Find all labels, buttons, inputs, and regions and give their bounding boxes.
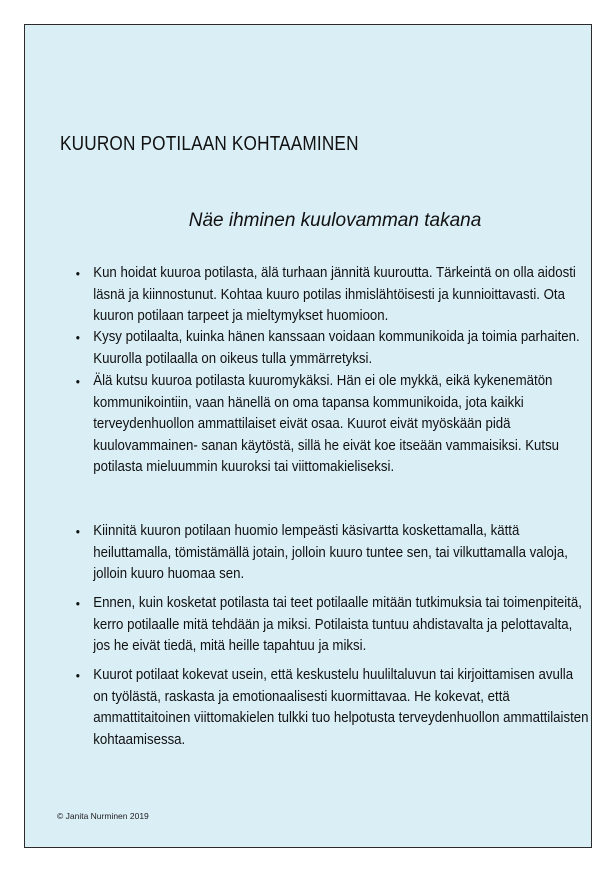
bullet-icon: • xyxy=(75,668,80,683)
bullet-icon: • xyxy=(75,596,80,611)
list-item-text: Kysy potilaalta, kuinka hänen kanssaan voidaan kommunikoida ja toimia parhaiten. Kuurolla potilaalla on oikeus tulla ymmärretyksi. xyxy=(93,329,580,367)
list-item-text: Kuurot potilaat kokevat usein, että keskustelu huuliltaluvun tai kirjoittamisen avulla on työlästä, raskasta ja emotionaalisesti kuormittavaa. He kokevat, että ammattitaitoinen viittomakielen tulkki tuo helpotusta terveydenhuollon ammattilaisten kohtaamisessa. xyxy=(93,667,589,748)
document-page xyxy=(24,24,592,848)
list-item-text: Kiinnitä kuuron potilaan huomio lempeästi käsivartta koskettamalla, kättä heiluttamalla, tömistämällä jotain, jolloin kuuro tuntee sen, tai vilkuttamalla valoja, jolloin kuuro huomaa sen. xyxy=(93,523,568,582)
list-item xyxy=(73,593,590,665)
list-item xyxy=(73,327,590,371)
bullet-icon: • xyxy=(75,266,80,281)
list-item xyxy=(73,521,590,593)
list-item-text: Älä kutsu kuuroa potilasta kuuromykäksi. Hän ei ole mykkä, eikä kykenemätön kommunikointiin, vaan hänellä on oma tapansa kommunikoida, jota kaikki terveydenhuollon ammattilaiset eivät osaa. Kuurot eivät myöskään pidä kuulovammainen- sanan käytöstä, sillä he eivät koe itseään vammaisiksi. Kutsu potilasta mieluummin kuuroksi tai viittomakieliseksi. xyxy=(93,373,560,475)
list-item-text: Kun hoidat kuuroa potilasta, älä turhaan jännitä kuuroutta. Tärkeintä on olla aidosti läsnä ja kiinnostunut. Kohtaa kuuro potilas ihmislähtöisesti ja kunnioittavasti. Ota kuuron potilaan tarpeet ja mieltymykset huomioon. xyxy=(93,265,576,324)
guideline-list xyxy=(73,263,589,751)
page-subtitle: Näe ihminen kuulovamman takana xyxy=(188,210,482,231)
copyright-notice: © Janita Nurminen 2019 xyxy=(57,811,149,821)
bullet-icon: • xyxy=(75,374,80,389)
page-title: KUURON POTILAAN KOHTAAMINEN xyxy=(60,133,359,155)
list-item xyxy=(73,665,590,751)
list-item xyxy=(73,371,590,521)
list-item-text: Ennen, kuin kosketat potilasta tai teet potilaalle mitään tutkimuksia tai toimenpiteitä, kerro potilaalle mitä tehdään ja miksi. Potilaista tuntuu ahdistavalta ja pelottavalta, jos he eivät tiedä, mitä heille tapahtuu ja miksi. xyxy=(93,595,582,654)
list-item xyxy=(73,263,590,327)
bullet-icon: • xyxy=(75,524,80,539)
bullet-icon: • xyxy=(75,330,80,345)
